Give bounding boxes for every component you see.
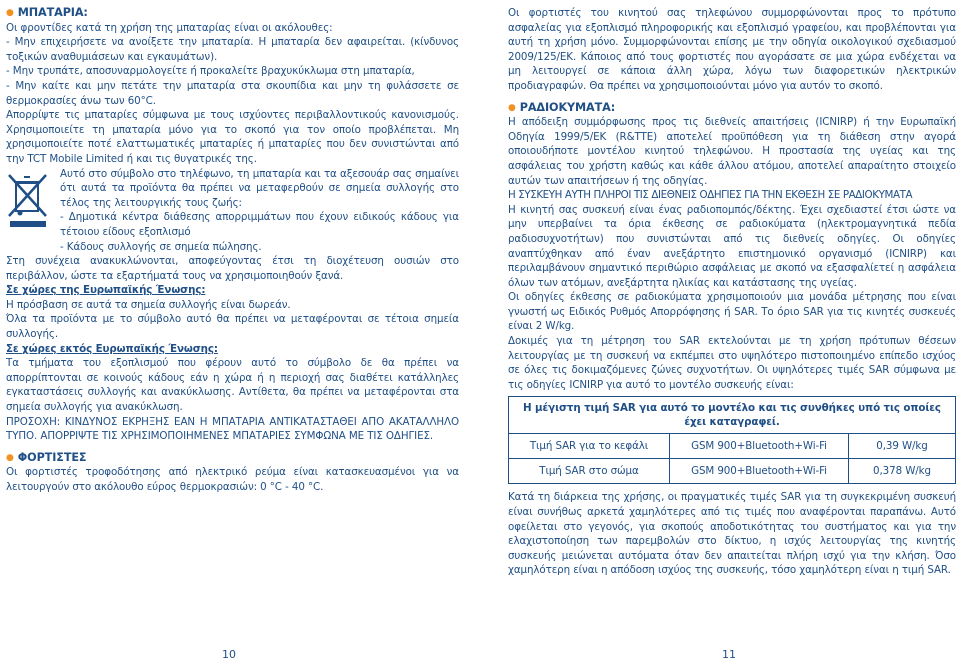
weee-text	[60, 167, 459, 255]
crossed-out-wheelie-bin-icon	[6, 167, 54, 255]
bullet-icon: ●	[508, 102, 516, 113]
radio-text-5: Κατά τη διάρκεια της χρήσης, οι πραγματικές τιμές SAR για τη συγκεκριμένη συσκευή είναι συνήθως αρκετά χαμηλότερες από τις τιμές που αναφέρονται παραπάνω. Αυτό οφείλεται στο γεγονός, για σκοπούς αποδοτικότητας του συστήματος και για την ελαχιστοποίηση των παρεμβολών στο δίκτυο, η ισχύς λειτουργίας της κινητής συσκευής μειώνεται αυτόματα όταν δεν απαιτείται πλήρη ισχύ για την κλήση. Όσο χαμηλότερη είναι η απόδοση ισχύος της συσκευής, τόσο χαμηλότερη είναι η τιμή SAR.	[508, 491, 956, 577]
table-row	[509, 434, 956, 459]
symbol-item-2: - Κάδους συλλογής σε σημεία πώλησης.	[60, 240, 262, 253]
battery-rule-2: - Μην τρυπάτε, αποσυναρμολογείτε ή προκαλείτε βραχυκύκλωμα στη μπαταρία,	[6, 65, 415, 78]
non-eu-heading: Σε χώρες εκτός Ευρωπαϊκής Ένωσης:	[6, 342, 218, 355]
left-column	[6, 6, 459, 495]
radio-text-1: Η απόδειξη συμμόρφωσης προς τις διεθνείς απαιτήσεις (ICNIRP) ή την Ευρωπαϊκή Οδηγία 1999/5/ΕΚ (R&TTE) αποτελεί προϋπόθεση για τη διάθεση στην αγορά οποιουδήποτε μοντέλου κινητού τηλεφώνου. Η προστασία της υγείας και της ασφάλειας του χρήστη καθώς και κάθε άλλου ατόμου, αποτελεί απαραίτητο στοιχείο αυτών των απαιτήσεων ή της οδηγίας.	[508, 116, 956, 187]
battery-rule-3: - Μην καίτε και μην πετάτε την μπαταρία στα σκουπίδια και μην τη φυλάσσετε σε θερμοκρασίες άνω των 60°C.	[6, 79, 459, 107]
eu-text-2: Όλα τα προϊόντα με το σύμβολο αυτό θα πρέπει να μεταφέρονται σε τέτοια σημεία συλλογής.	[6, 313, 459, 341]
battery-dispose: Απορρίψτε τις μπαταρίες σύμφωνα με τους ισχύοντες περιβαλλοντικούς κανονισμούς. Χρησιμοποιείτε τη μπαταρία μόνο για το σκοπό για τον οποίο προβλέπεται. Μη χρησιμοποιείτε ποτέ ελαττωματικές μπαταρίες ή μπαταρίες που δεν συνιστώνται από την TCT Mobile Limited ή και τις θυγατρικές της.	[6, 109, 459, 165]
table-row	[509, 397, 956, 434]
charger-heading: ● ΦΟΡΤΙΣΤΕΣ	[6, 450, 87, 464]
symbol-item-1: - Δημοτικά κέντρα διάθεσης απορριμμάτων που έχουν ειδικούς κάδους για τέτοιου είδους εξοπλισμό	[60, 211, 459, 238]
charger-continued: Οι φορτιστές του κινητού σας τηλεφώνου συμμορφώνονται προς το πρότυπο ασφαλείας για εξοπλισμό πληροφορικής και εξοπλισμό γραφείου, και προβλέπονται για αυτή τη χρήση μόνο. Συμμορφώνονται επίσης με την οδηγία οικολογικού σχεδιασμού 2009/125/ΕΚ. Κάποιος από τους φορτιστές που αγοράσατε σε μια χώρα ενδέχεται να μη λειτουργεί σε κάποια άλλη χώρα, λόγω των διαφορετικών ηλεκτρικών προδιαγραφών. Θα πρέπει να χρησιμοποιούνται μόνο για αυτόν το σκοπό.	[508, 7, 956, 92]
radio-text-3: Οι οδηγίες έκθεσης σε ραδιοκύματα χρησιμοποιούν μια μονάδα μέτρησης που είναι γνωστή ως Ειδικός Ρυθμός Απορρόφησης ή SAR. Το όριο SAR για τις κινητές συσκευές είναι 2 W/kg.	[508, 291, 956, 333]
sar-head-label: Τιμή SAR για το κεφάλι	[509, 434, 670, 459]
non-eu-text: Τα τμήματα του εξοπλισμού που φέρουν αυτό το σύμβολο δε θα πρέπει να απορρίπτονται σε κοινούς κάδους εάν η χώρα ή η περιοχή σας διαθέτει κατάλληλες εγκαταστάσεις συλλογής και ανακύκλωσης. Αντίθετα, θα πρέπει να μεταφέρονται στα σημεία συλλογής για ανακύκλωση.	[6, 357, 459, 414]
caution-text: ΠΡΟΣΟΧΗ: ΚΙΝΔΥΝΟΣ ΕΚΡΗΞΗΣ ΕΑΝ Η ΜΠΑΤΑΡΙΑ ΑΝΤΙΚΑΤΑΣΤΑΘΕΙ ΑΠΟ ΑΚΑΤΑΛΛΗΛΟ ΤΥΠΟ. ΑΠΟΡΡΙΨΤΕ ΤΙΣ ΧΡΗΣΙΜΟΠΟΙΗΜΕΝΕΣ ΜΠΑΤΑΡΙΕΣ ΣΥΜΦΩΝΑ ΜΕ ΤΙΣ ΟΔΗΓΙΕΣ.	[6, 415, 459, 443]
right-column	[508, 6, 956, 578]
sar-table-header: Η μέγιστη τιμή SAR για αυτό το μοντέλο και τις συνθήκες υπό τις οποίες έχει καταγραφεί.	[509, 397, 956, 434]
radio-text-2: Η κινητή σας συσκευή είναι ένας ραδιοπομπός/δέκτης. Έχει σχεδιαστεί έτσι ώστε να μην υπερβαίνει τα όρια έκθεσης σε ραδιοκύματα (ηλεκτρομαγνητικά πεδία ραδιοσυχνοτήτων) που συνιστώνται από τις διεθνείς οδηγίες. Οι οδηγίες αναπτύχθηκαν από έναν ανεξάρτητο επιστημονικό οργανισμό (ICNIRP) και περιλαμβάνουν σημαντικό περιθώριο ασφάλειας με σκοπό να εξασφαλίετεί η ασφάλεια όλων των ατόμων, ανεξάρτητα ηλικίας και κατάστασης της υγείας.	[508, 203, 956, 289]
battery-intro: Οι φροντίδες κατά τη χρήση της μπαταρίας είναι οι ακόλουθες:	[6, 21, 333, 34]
bullet-icon: ●	[6, 452, 14, 463]
eu-heading: Σε χώρες της Ευρωπαϊκής Ένωσης:	[6, 284, 206, 297]
page-number-right: 11	[722, 648, 736, 661]
radio-text-4: Δοκιμές για τη μέτρηση του SAR εκτελούνται με τη χρήση πρότυπων θέσεων λειτουργίας με τη συσκευή να εκπέμπει στο υψηλότερο πιστοποιημένο επίπεδο ισχύος σε όλες τις δοκιμαζόμενες ζώνες συχνοτήτων. Οι υψηλότερες τιμές SAR σύμφωνα με τις οδηγίες ICNIRP για αυτό το μοντέλο συσκευής είναι:	[508, 335, 956, 391]
bullet-icon: ●	[6, 8, 14, 18]
sar-head-band: GSM 900+Bluetooth+Wi-Fi	[670, 434, 849, 459]
sar-table	[508, 396, 956, 484]
charger-text: Οι φορτιστές τροφοδότησης από ηλεκτρικό ρεύμα είναι κατασκευασμένοι για να λειτουργούν στο ακόλουθο εύρος θερμοκρασιών: 0 °C - 40 °C.	[6, 466, 459, 493]
page-number-left: 10	[222, 648, 236, 661]
table-row	[509, 459, 956, 484]
eu-text-1: Η πρόσβαση σε αυτά τα σημεία συλλογής είναι δωρεάν.	[6, 298, 291, 311]
battery-rule-1: - Μην επιχειρήσετε να ανοίξετε την μπαταρία. Η μπαταρία δεν αφαιρείται. (κίνδυνος τοξικών αναθυμιάσεων και εγκαυμάτων).	[6, 36, 459, 63]
recycle-text: Στη συνέχεια ανακυκλώνονται, αποφεύγοντας έτσι τη διοχέτευση ουσιών στο περιβάλλον, ώστε τα εξαρτήματά τους να χρησιμοποιηθούν ξανά.	[6, 255, 459, 282]
sar-body-label: Τιμή SAR στο σώμα	[509, 459, 670, 484]
symbol-text: Αυτό στο σύμβολο στο τηλέφωνο, τη μπαταρία και τα αξεσουάρ σας σημαίνει ότι αυτά τα προϊόντα θα πρέπει να μεταφερθούν σε σημεία συλλογής στο τέλος της λειτουργικής τους ζωής:	[60, 167, 459, 209]
sar-body-value: 0,378 W/kg	[849, 459, 956, 484]
sar-body-band: GSM 900+Bluetooth+Wi-Fi	[670, 459, 849, 484]
weee-block	[6, 167, 459, 255]
sar-head-value: 0,39 W/kg	[849, 434, 956, 459]
battery-heading: ● ΜΠΑΤΑΡΙΑ:	[6, 6, 88, 19]
radio-heading: ● ΡΑΔΙΟΚΥΜΑΤΑ:	[508, 100, 616, 114]
radio-caps: Η ΣΥΣΚΕΥΗ ΑΥΤΗ ΠΛΗΡΟΙ ΤΙΣ ΔΙΕΘΝΕΙΣ ΟΔΗΓΙΕΣ ΓΙΑ ΤΗΝ ΕΚΘΕΣΗ ΣΕ ΡΑΔΙΟΚΥΜΑΤΑ	[508, 189, 913, 202]
